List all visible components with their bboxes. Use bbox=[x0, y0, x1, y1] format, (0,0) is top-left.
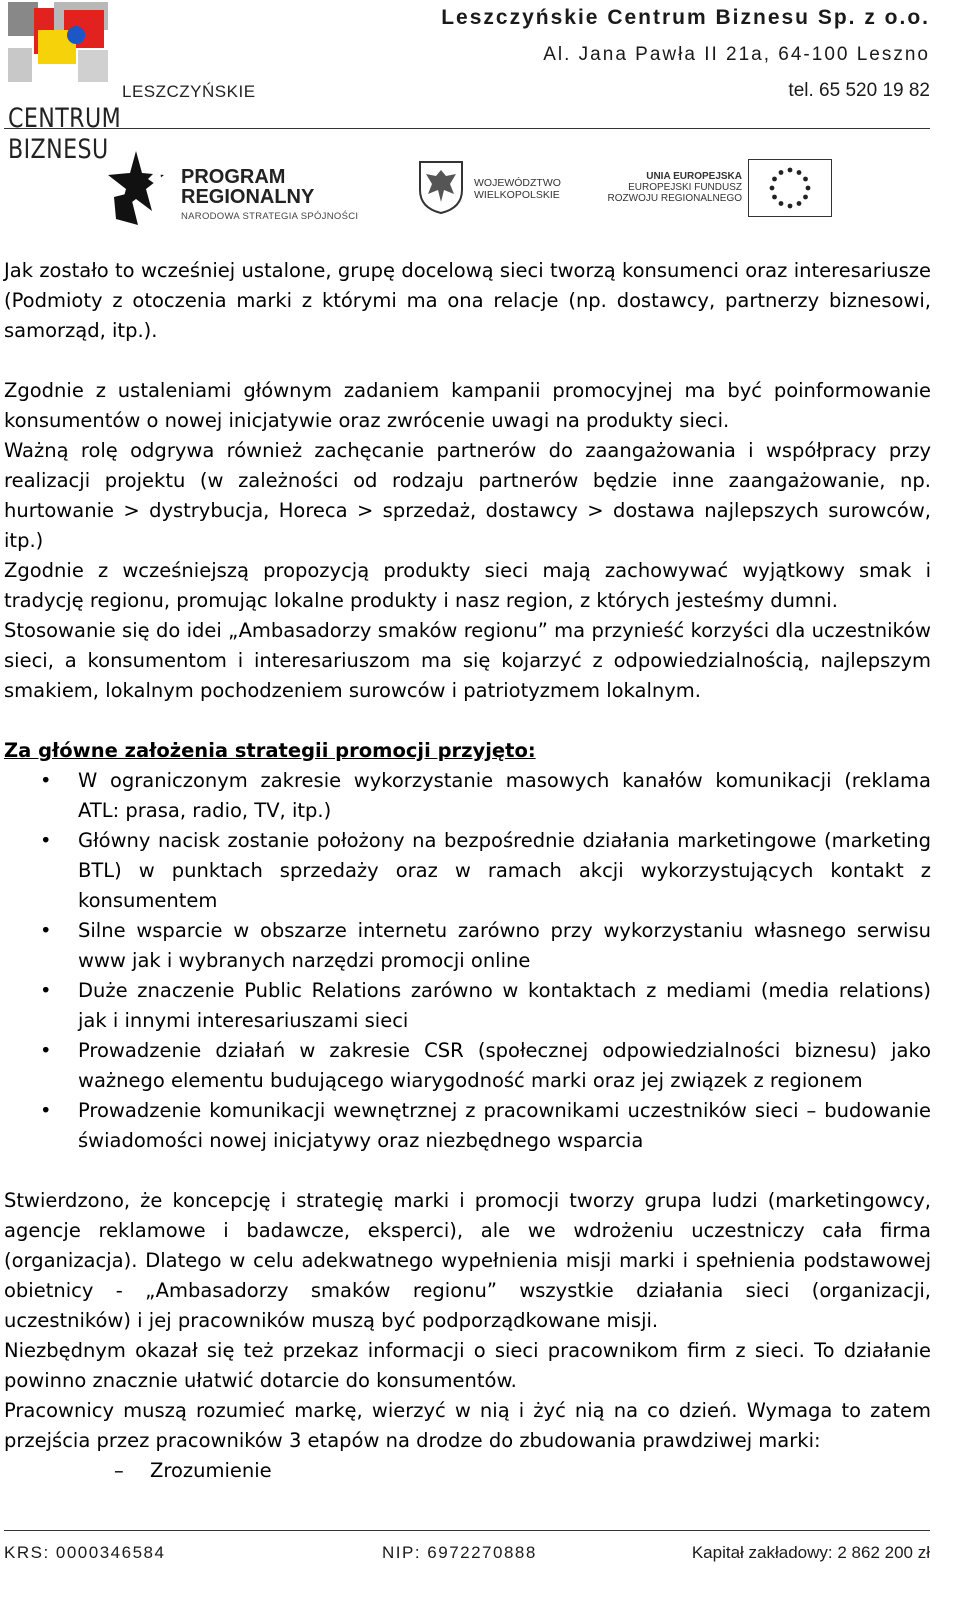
header-divider bbox=[4, 128, 930, 129]
program-regionalny-text bbox=[181, 167, 358, 222]
wojewodztwo-text bbox=[474, 177, 561, 201]
lcb-logo-squares-icon bbox=[8, 2, 108, 82]
dash-icon: – bbox=[114, 1459, 124, 1482]
lcb-logo bbox=[4, 2, 256, 165]
paragraph-employees: Pracownicy muszą rozumieć markę, wierzyć w nią i żyć nią na co dzień. Wymaga to zatem przejścia przez pracowników 3 etapów na drodze do zbudowania prawdziwej marki: bbox=[4, 1399, 931, 1452]
list-item: • Prowadzenie komunikacji wewnętrznej z pracownikami uczestników sieci – budowanie świadomości nowej inicjatywy oraz niezbędnego wsparcia bbox=[4, 1096, 931, 1156]
logo-text-line2: CENTRUM BIZNESU bbox=[8, 103, 122, 165]
footer-divider bbox=[4, 1530, 930, 1531]
list-item: • Silne wsparcie w obszarze internetu zarówno przy wykorzystaniu własnego serwisu www jak i wybranych narzędzi promocji online bbox=[4, 916, 931, 976]
logo-text-line1: LESZCZYŃSKIE bbox=[122, 82, 256, 101]
paragraph-products: Zgodnie z wcześniejszą propozycją produkty sieci mają zachowywać wyjątkowy smak i tradycję regionu, promując lokalne produkty i nasz region, z których jesteśmy dumni. bbox=[4, 559, 931, 612]
company-info bbox=[441, 6, 930, 102]
program-regionalny-star-icon bbox=[108, 149, 164, 225]
program-line2: REGIONALNY bbox=[181, 186, 315, 208]
dash-list-item bbox=[4, 1456, 931, 1486]
eu-flag-icon bbox=[748, 159, 832, 217]
list-item: • Główny nacisk zostanie położony na bezpośrednie działania marketingowe (marketing BTL) w punktach sprzedaży oraz w ramach akcji wykorzystujących kontakt z konsumentem bbox=[4, 826, 931, 916]
paragraph-target-group: Jak zostało to wcześniej ustalone, grupę docelową sieci tworzą konsumenci oraz interesariusze (Podmioty z otoczenia marki z którymi ma ona relacje (np. dostawcy, partnerzy biznesowi, samorząd, itp.). bbox=[4, 259, 931, 342]
bullet-icon: • bbox=[40, 919, 52, 942]
paragraph-partners: Ważną rolę odgrywa również zachęcanie partnerów do zaangażowania i współpracy przy realizacji projektu (w zależności od rodzaju partnerów będzie inne zaangażowanie, np. hurtowanie > dystrybucja, Horeca > sprzedaż, dostawcy > dostawa najlepszych surowców, itp.) bbox=[4, 439, 931, 552]
bullet-icon: • bbox=[40, 979, 52, 1002]
footer-krs: KRS: 0000346584 bbox=[4, 1543, 166, 1562]
program-line1: PROGRAM bbox=[181, 166, 286, 188]
paragraph-concept: Stwierdzono, że koncepcję i strategię marki i promocji tworzy grupa ludzi (marketingowcy, agencje reklamowe i badawcze, eksperci), ale we wdrożeniu uczestniczy cała firma (organizacja). Dlatego w celu adekwatnego wypełnienia misji marki i spełnienia podstawowej obietnicy - „Ambasadorzy smaków regionu” wszystkie działania sieci (organizacji, uczestników) i jej pracowników muszą być podporządkowane misji. bbox=[4, 1189, 931, 1332]
footer-capital: Kapitał zakładowy: 2 862 200 zł bbox=[691, 1543, 930, 1562]
paragraph-campaign-task: Zgodnie z ustaleniami głównym zadaniem kampanii promocyjnej ma być poinformowanie konsumentów o nowej inicjatywie oraz zwrócenie uwagi na produkty sieci. bbox=[4, 379, 931, 432]
wojewodztwo-line1: WOJEWÓDZTWO bbox=[474, 177, 561, 189]
strategy-list bbox=[4, 766, 931, 1156]
ue-line2: EUROPEJSKI FUNDUSZ bbox=[628, 182, 742, 193]
paragraph-information: Niezbędnym okazał się też przekaz informacji o sieci pracownikom firm z sieci. To działanie powinno znacznie ułatwić dotarcie do konsumentów. bbox=[4, 1339, 931, 1392]
bullet-icon: • bbox=[40, 769, 52, 792]
company-address: Al. Jana Pawła II 21a, 64-100 Leszno bbox=[543, 44, 930, 65]
program-sub: NARODOWA STRATEGIA SPÓJNOŚCI bbox=[181, 211, 359, 222]
list-item: • Duże znaczenie Public Relations zarówno w kontaktach z mediami (media relations) jak i innymi interesariuszami sieci bbox=[4, 976, 931, 1036]
bullet-icon: • bbox=[40, 1039, 52, 1062]
paragraph-ambassadors: Stosowanie się do idei „Ambasadorzy smaków regionu” ma przynieść korzyści dla uczestników sieci, a konsumentom i interesariuszom ma się kojarzyć z odpowiedzialnością, najlepszym smakiem, lokalnym pochodzeniem surowców i patriotyzmem lokalnym. bbox=[4, 619, 931, 702]
wojewodztwo-line2: WIELKOPOLSKIE bbox=[474, 189, 560, 201]
ue-line1: UNIA EUROPEJSKA bbox=[646, 171, 742, 182]
ue-text bbox=[606, 171, 742, 204]
list-item: • Prowadzenie działań w zakresie CSR (społecznej odpowiedzialności biznesu) jako ważnego elementu budującego wiarygodność marki oraz jej związek z regionem bbox=[4, 1036, 931, 1096]
dash-item-text: Zrozumienie bbox=[150, 1459, 272, 1482]
company-name: Leszczyńskie Centrum Biznesu Sp. z o.o. bbox=[441, 6, 930, 29]
bullet-icon: • bbox=[40, 829, 52, 852]
document-body bbox=[4, 256, 931, 1486]
list-item: • W ograniczonym zakresie wykorzystanie masowych kanałów komunikacji (reklama ATL: prasa, radio, TV, itp.) bbox=[4, 766, 931, 826]
footer-nip: NIP: 6972270888 bbox=[382, 1543, 537, 1562]
letterhead bbox=[0, 0, 960, 165]
strategy-heading: Za główne założenia strategii promocji przyjęto: bbox=[4, 739, 536, 762]
wielkopolska-eagle-icon bbox=[418, 160, 464, 214]
funding-logos bbox=[0, 145, 960, 235]
ue-line3: ROZWOJU REGIONALNEGO bbox=[607, 193, 742, 204]
company-phone: tel. 65 520 19 82 bbox=[788, 80, 930, 101]
bullet-icon: • bbox=[40, 1099, 52, 1122]
